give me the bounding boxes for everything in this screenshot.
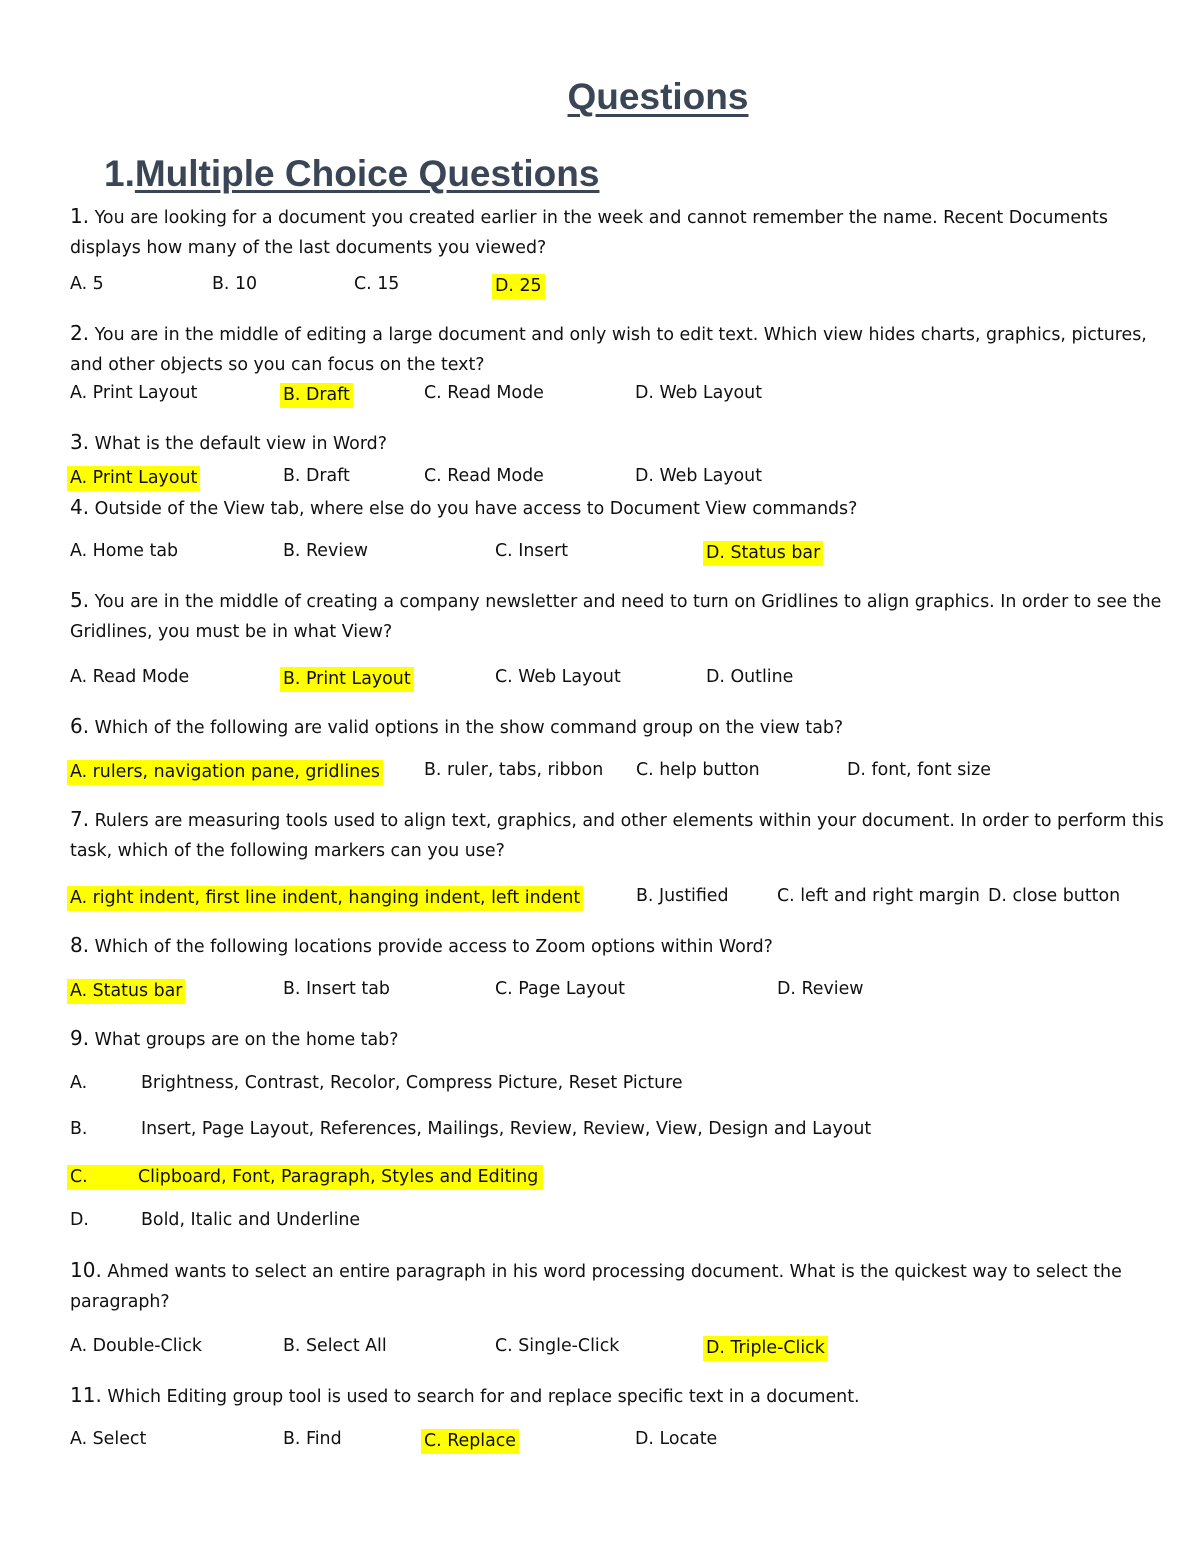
option-a: A. Print Layout — [70, 383, 198, 403]
option-a: A. Double-Click — [70, 1336, 202, 1356]
option-c: C. help button — [636, 760, 760, 780]
option-a-letter: A. — [70, 1073, 88, 1093]
question-text: and other objects so you can focus on the text? — [70, 355, 485, 375]
question-number: 5. — [70, 588, 90, 612]
option-d: D. close button — [988, 886, 1121, 906]
option-a: A. Read Mode — [70, 667, 190, 687]
question-text: You are looking for a document you created earlier in the week and cannot remember the name. Recent Documents — [94, 208, 1108, 228]
option-b: B. Select All — [283, 1336, 387, 1356]
option-d: D. Review — [777, 979, 864, 999]
question-number: 4. — [70, 495, 90, 519]
question-number: 6. — [70, 714, 90, 738]
option-a-correct: A. Print Layout — [67, 466, 200, 491]
question-10 — [70, 1255, 1122, 1317]
question-9 — [70, 1023, 398, 1055]
question-11 — [70, 1380, 860, 1412]
option-b: B. Draft — [283, 466, 350, 486]
question-text: What groups are on the home tab? — [94, 1030, 399, 1050]
question-text: Which Editing group tool is used to search for and replace specific text in a document. — [107, 1387, 860, 1407]
question-5 — [70, 585, 1161, 647]
option-a-correct: A. right indent, first line indent, hanging indent, left indent — [67, 886, 583, 911]
option-b: B. Justified — [636, 886, 729, 906]
question-number: 1. — [70, 204, 90, 228]
question-number: 9. — [70, 1026, 90, 1050]
option-c: C. Read Mode — [424, 466, 544, 486]
option-a: A. 5 — [70, 274, 104, 294]
option-b: B. ruler, tabs, ribbon — [424, 760, 604, 780]
question-number: 10. — [70, 1258, 102, 1282]
option-c: C. Read Mode — [424, 383, 544, 403]
option-c: C. Page Layout — [495, 979, 625, 999]
option-d-letter: D. — [70, 1210, 89, 1230]
question-number: 2. — [70, 321, 90, 345]
option-a: A. Select — [70, 1429, 147, 1449]
option-c-correct: C. Replace — [421, 1429, 519, 1454]
question-text: Outside of the View tab, where else do you have access to Document View commands? — [94, 499, 858, 519]
option-c: C. Web Layout — [495, 667, 621, 687]
option-c: Clipboard, Font, Paragraph, Styles and Editing — [138, 1167, 539, 1187]
question-text: paragraph? — [70, 1292, 170, 1312]
question-6 — [70, 711, 843, 743]
question-text: You are in the middle of creating a company newsletter and need to turn on Gridlines to align graphics. In order to see the — [94, 592, 1162, 612]
option-d: Bold, Italic and Underline — [141, 1210, 361, 1230]
question-text: displays how many of the last documents you viewed? — [70, 238, 547, 258]
question-text: Which of the following locations provide access to Zoom options within Word? — [94, 937, 773, 957]
option-d-correct: D. Status bar — [703, 541, 823, 566]
question-text: Gridlines, you must be in what View? — [70, 622, 393, 642]
option-b: B. Insert tab — [283, 979, 390, 999]
question-7 — [70, 804, 1164, 866]
option-c-letter: C. — [70, 1167, 88, 1187]
question-number: 11. — [70, 1383, 102, 1407]
option-a-correct: A. rulers, navigation pane, gridlines — [67, 760, 383, 785]
option-b: B. Find — [283, 1429, 342, 1449]
option-a: Brightness, Contrast, Recolor, Compress Picture, Reset Picture — [141, 1073, 683, 1093]
section-heading — [104, 153, 599, 195]
question-text: You are in the middle of editing a large document and only wish to edit text. Which view hides charts, graphics, pictures, — [94, 325, 1147, 345]
question-1 — [70, 201, 1108, 263]
question-text: Ahmed wants to select an entire paragraph in his word processing document. What is the quickest way to select the — [107, 1262, 1122, 1282]
question-text: Rulers are measuring tools used to align text, graphics, and other elements within your document. In order to perform this — [94, 811, 1164, 831]
question-3 — [70, 427, 387, 459]
option-c: C. 15 — [354, 274, 400, 294]
question-number: 7. — [70, 807, 90, 831]
question-text: Which of the following are valid options in the show command group on the view tab? — [94, 718, 844, 738]
question-text: task, which of the following markers can you use? — [70, 841, 505, 861]
option-d: D. Web Layout — [635, 383, 763, 403]
question-2 — [70, 318, 1147, 380]
option-b: Insert, Page Layout, References, Mailings, Review, Review, View, Design and Layout — [141, 1119, 872, 1139]
option-b-correct: B. Print Layout — [280, 667, 414, 692]
question-number: 3. — [70, 430, 90, 454]
page-title: Questions — [567, 76, 749, 117]
option-a: A. Home tab — [70, 541, 179, 561]
option-d: D. font, font size — [847, 760, 991, 780]
option-b: B. 10 — [212, 274, 258, 294]
option-b: B. Review — [283, 541, 369, 561]
option-d-correct: D. Triple-Click — [703, 1336, 828, 1361]
option-c-correct — [67, 1165, 543, 1190]
option-d-correct: D. 25 — [492, 274, 545, 299]
question-4 — [70, 492, 857, 524]
option-b-letter: B. — [70, 1119, 88, 1139]
option-a-correct: A. Status bar — [67, 979, 185, 1004]
question-text: What is the default view in Word? — [94, 434, 387, 454]
section-number: 1. — [104, 153, 135, 194]
option-d: D. Locate — [635, 1429, 718, 1449]
option-c: C. Insert — [495, 541, 569, 561]
option-b-correct: B. Draft — [280, 383, 353, 408]
option-c: C. left and right margin — [777, 886, 980, 906]
question-8 — [70, 930, 773, 962]
section-title: Multiple Choice Questions — [134, 153, 600, 194]
option-d: D. Outline — [706, 667, 794, 687]
option-d: D. Web Layout — [635, 466, 763, 486]
question-number: 8. — [70, 933, 90, 957]
option-c: C. Single-Click — [495, 1336, 620, 1356]
